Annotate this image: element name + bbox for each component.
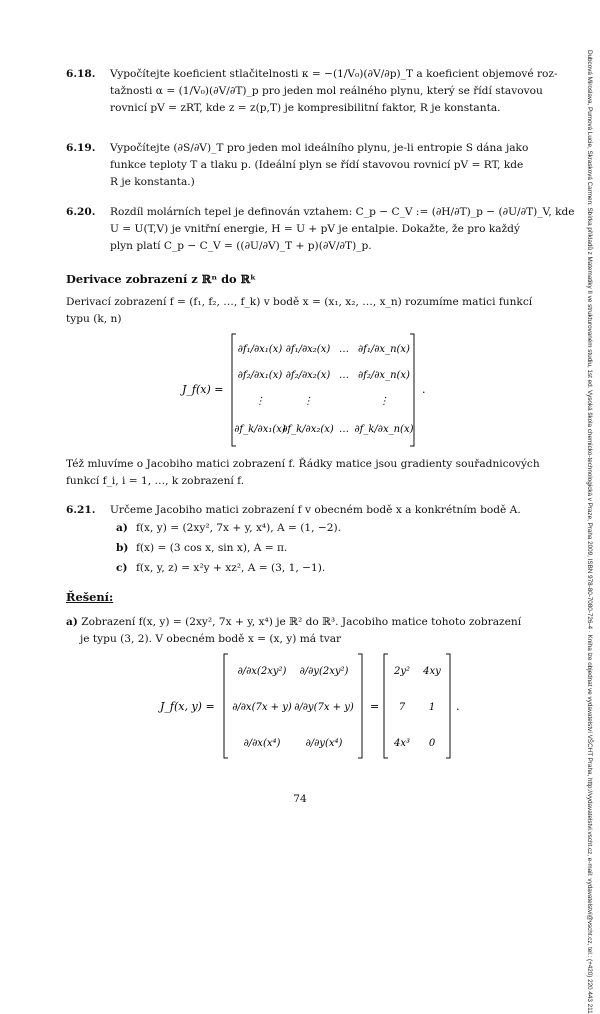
definition-paragraph bbox=[66, 294, 546, 328]
bracket-left bbox=[384, 654, 388, 758]
exercise-line: plyn platí C_p − C_V = ((∂U/∂V)_T + p)(∂V/∂T)_p. bbox=[110, 240, 372, 252]
matrix-cell: … bbox=[339, 370, 349, 381]
matrix-cell: ∂f₁/∂x₁(x) bbox=[237, 344, 283, 355]
matrix-cell: ∂f₂/∂x_n(x) bbox=[358, 370, 410, 381]
matrix-cell: ⋮ bbox=[303, 396, 313, 407]
solution-a bbox=[66, 614, 546, 648]
jacobian-matrix bbox=[160, 330, 460, 450]
result-cell: 7 bbox=[398, 702, 406, 713]
exercise-line: rovnicí pV = zRT, kde z = z(p,T) je kompresibilitní faktor, R je konstanta. bbox=[110, 102, 501, 114]
result-cell: 0 bbox=[428, 738, 436, 749]
subtask-c bbox=[116, 562, 325, 574]
matrix-cell: ∂/∂x(2xy²) bbox=[237, 666, 287, 677]
subtask-label: c) bbox=[116, 562, 128, 574]
jacobian-example bbox=[150, 650, 510, 762]
jacobian-example-lhs: J_f(x, y) = bbox=[160, 700, 215, 713]
matrix-cell: ∂f₁/∂x_n(x) bbox=[358, 344, 410, 355]
bracket-right bbox=[446, 654, 450, 758]
side-note bbox=[572, 50, 594, 1014]
subtask-b bbox=[116, 542, 287, 554]
matrix-cell: ∂/∂x(x⁴) bbox=[243, 738, 281, 749]
exercise-line: U = U(T,V) je vnitřní energie, H = U + pV je entalpie. Dokažte, že pro každý bbox=[110, 223, 520, 235]
exercise-line: R je konstanta.) bbox=[110, 176, 195, 188]
subtask-label: a) bbox=[116, 522, 128, 534]
period: . bbox=[456, 700, 460, 713]
jacobian-lhs: J_f(x) = bbox=[182, 383, 224, 396]
subtask-text: f(x, y, z) = x²y + xz², A = (3, 1, −1). bbox=[136, 562, 326, 574]
result-cell: 4xy bbox=[423, 666, 441, 677]
exercise-6-20 bbox=[66, 204, 575, 258]
matrix-cell: ∂/∂y(2xy²) bbox=[299, 666, 349, 677]
matrix-cell: ∂/∂y(x⁴) bbox=[305, 738, 343, 749]
remark-line: funkcí f_i, i = 1, …, k zobrazení f. bbox=[66, 475, 245, 487]
solution-label: a) bbox=[66, 616, 78, 628]
matrix-cell: ∂f_k/∂x₂(x) bbox=[282, 424, 334, 435]
matrix-cell: ∂f₁/∂x₂(x) bbox=[285, 344, 331, 355]
subtask-label: b) bbox=[116, 542, 129, 554]
jacobian-remark bbox=[66, 456, 546, 490]
exercise-number: 6.20. bbox=[66, 206, 96, 218]
result-cell: 4x³ bbox=[393, 738, 411, 749]
matrix-cell: ∂/∂x(7x + y) bbox=[232, 702, 292, 713]
exercise-line: Určeme Jacobiho matici zobrazení f v obecném bodě x a konkrétním bodě A. bbox=[110, 504, 521, 516]
exercise-number: 6.18. bbox=[66, 68, 96, 80]
result-cell: 2y² bbox=[393, 666, 411, 677]
matrix-cell: ∂/∂y(7x + y) bbox=[294, 702, 354, 713]
page-number: 74 bbox=[293, 793, 307, 805]
matrix-cell: ⋮ bbox=[379, 396, 389, 407]
definition-line: typu (k, n) bbox=[66, 313, 122, 325]
matrix-cell: ∂f₂/∂x₂(x) bbox=[285, 370, 331, 381]
matrix-cell: ∂f_k/∂x_n(x) bbox=[354, 424, 414, 435]
solution-text: Zobrazení f(x, y) = (2xy², 7x + y, x⁴) je ℝ² do ℝ³. Jacobiho matice tohoto zobrazení bbox=[81, 616, 522, 628]
subtask-a bbox=[116, 522, 341, 534]
solution-line: je typu (3, 2). V obecném bodě x = (x, y) má tvar bbox=[80, 633, 342, 645]
matrix-cell: ∂f₂/∂x₁(x) bbox=[237, 370, 283, 381]
matrix-cell: … bbox=[339, 344, 349, 355]
equals-sign: = bbox=[370, 700, 380, 713]
matrix-cell: … bbox=[339, 424, 349, 435]
result-cell: 1 bbox=[428, 702, 436, 713]
exercise-line: Rozdíl molárních tepel je definován vztahem: C_p − C_V := (∂H/∂T)_p − (∂U/∂T)_V, kde bbox=[110, 206, 575, 218]
exercise-number: 6.19. bbox=[66, 142, 96, 154]
solution-title: Řešení: bbox=[66, 590, 114, 604]
solution-line bbox=[66, 614, 546, 631]
exercise-line: funkce teploty T a tlaku p. (Ideální plyn se řídí stavovou rovnicí pV = RT, kde bbox=[110, 159, 524, 171]
exercise-line: Vypočítejte koeficient stlačitelnosti κ = −(1/V₀)(∂V/∂p)_T a koeficient objemové roz- bbox=[110, 68, 558, 80]
subtask-text: f(x, y) = (2xy², 7x + y, x⁴), A = (1, −2). bbox=[136, 522, 342, 534]
exercise-line: Vypočítejte (∂S/∂V)_T pro jeden mol ideálního plynu, je-li entropie S dána jako bbox=[110, 142, 529, 154]
remark-line: Též mluvíme o Jacobiho matici zobrazení f. Řádky matice jsou gradienty souřadnicových bbox=[66, 458, 540, 470]
exercise-6-18 bbox=[66, 66, 558, 120]
side-note-text: Dubcová Miroslava, Pumová Lucie, Skrasková Carmen: Sbírka příkladů z Matematiky II ve strukturovaném studiu, 1st ed. Vysoká škola chemicko-technologická v Praze, Praha 2009, ISBN 978-80-7080-726-4 · Kniha lze objednat ve vydavatelství VŠCHT Praha, http://vydavatelstvi.vscht.cz, e-mail: vydavatelstvi@vscht.cz, tel.: (+420) 220 443 211 bbox=[586, 50, 593, 1014]
period: . bbox=[422, 383, 426, 396]
bracket-right bbox=[358, 654, 362, 758]
section-title: Derivace zobrazení z ℝⁿ do ℝᵏ bbox=[66, 272, 257, 286]
exercise-line: tažnosti α = (1/V₀)(∂V/∂T)_p pro jeden mol reálného plynu, který se řídí stavovou bbox=[110, 85, 543, 97]
matrix-cell: ∂f_k/∂x₁(x) bbox=[234, 424, 286, 435]
exercise-number: 6.21. bbox=[66, 504, 96, 516]
exercise-6-19 bbox=[66, 140, 546, 194]
matrix-cell: ⋮ bbox=[255, 396, 265, 407]
subtask-text: f(x) = (3 cos x, sin x), A = π. bbox=[136, 542, 288, 554]
definition-line: Derivací zobrazení f = (f₁, f₂, …, f_k) v bodě x = (x₁, x₂, …, x_n) rozumíme matici funkcí bbox=[66, 296, 533, 308]
exercise-6-21 bbox=[66, 502, 546, 522]
bracket-left bbox=[224, 654, 228, 758]
